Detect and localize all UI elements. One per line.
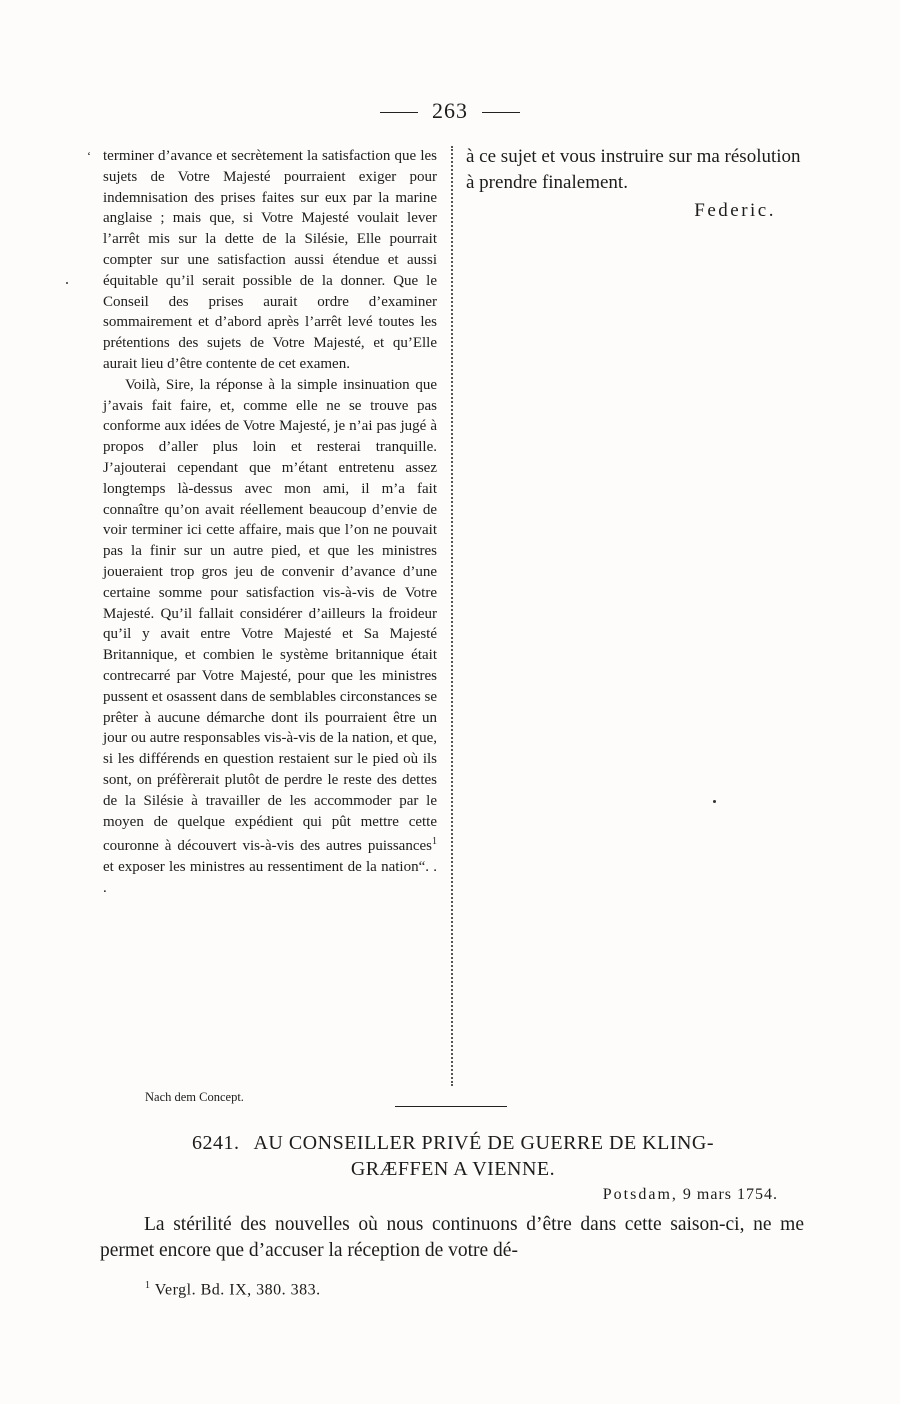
- page-number: 263: [432, 98, 468, 123]
- dateline: [400, 1186, 778, 1204]
- paper-speck: [66, 282, 68, 284]
- column-divider: [451, 146, 453, 1086]
- left-column: [87, 146, 437, 899]
- document-title-line-1: AU CONSEILLER PRIVÉ DE GUERRE DE KLING-: [253, 1132, 715, 1154]
- page-header: [0, 98, 900, 124]
- margin-mark: ʻ: [87, 149, 91, 163]
- left-paragraph-2-end: et exposer les ministres au ressentiment de la nation“. . .: [103, 859, 437, 896]
- footnote: [145, 1280, 321, 1299]
- header-dash-right: [482, 112, 520, 113]
- left-paragraph-1: terminer d’avance et secrètement la satisfaction que les sujets de Votre Majesté pourraient exiger pour indemnisation des prises faites sur eux par la marine anglaise ; mais que, si Votre Majesté voulait lever l’arrêt mis sur la dette de la Silésie, Elle pourrait compter sur une satisfaction aussi étendue et aussi équitable qu’il serait possible de la donner. Que le Conseil des prises aurait ordre d’examiner sommairement et d’abord après l’arrêt levé toutes les prétentions des sujets de Votre Majesté, et qu’Elle aurait lieu d’être contente de cet examen.: [103, 148, 437, 372]
- document-body-paragraph: La stérilité des nouvelles où nous continuons d’être dans cette saison-ci, ne me permet encore que d’accuser la réception de votre dé-: [100, 1214, 804, 1261]
- document-heading-line-1: [108, 1130, 798, 1156]
- footnote-marker: 1: [145, 1280, 151, 1291]
- dateline-place: Potsdam,: [602, 1186, 678, 1203]
- left-paragraph-2-text: Voilà, Sire, la réponse à la simple insinuation que j’avais fait faire, et, comme elle ne se trouve pas conforme aux idées de Votre Majesté, je n’ai pas jugé à propos d’aller plus loin et resterai tranquille. J’ajouterai cependant que m’étant entretenu assez longtemps là-dessus avec mon ami, il m’a fait connaître qu’on avait réellement beaucoup d’envie de voir terminer ici cette affaire, mais que l’on ne pouvait pas la finir sur un autre pied, et que les ministres joueraient trop gros jeu de convenir d’avance d’une certaine somme pour satisfaction vis-à-vis de Votre Majesté. Qu’il fallait considérer d’ailleurs la froideur qu’il y avait entre Votre Majesté et Sa Majesté Britannique, et combien le système britannique était contrecarré par Votre Majesté, pour que les ministres pussent et osassent dans de semblables circonstances se prêter à aucune démarche dont ils pourraient être un jour ou autre responsables vis-à-vis de la nation, et que, si les différends en question restaient sur le pied où ils sont, on préfèrerait plutôt de perdre le reste des dettes de la Silésie à travailler de les accommoder par le moyen de quelque expédient qui pût mettre cette couronne à découvert vis-à-vis des autres puissances: [103, 376, 437, 855]
- paper-speck: [713, 800, 716, 803]
- footnote-ref: 1: [432, 836, 437, 848]
- document-body: [100, 1212, 804, 1264]
- right-column-text: à ce sujet et vous instruire sur ma résolution à prendre finalement.: [466, 146, 801, 193]
- footnote-text: Vergl. Bd. IX, 380. 383.: [154, 1281, 321, 1299]
- document-number: 6241.: [191, 1132, 240, 1154]
- document-title-line-2: GRÆFFEN A VIENNE.: [350, 1158, 556, 1180]
- header-dash-left: [380, 112, 418, 113]
- dateline-date: 9 mars 1754.: [682, 1186, 778, 1203]
- section-rule: [395, 1106, 507, 1107]
- signature: Federic.: [694, 200, 776, 221]
- document-heading: [108, 1130, 798, 1182]
- left-paragraph-2: [103, 375, 437, 899]
- source-note: Nach dem Concept.: [145, 1090, 244, 1104]
- right-column: [466, 144, 806, 196]
